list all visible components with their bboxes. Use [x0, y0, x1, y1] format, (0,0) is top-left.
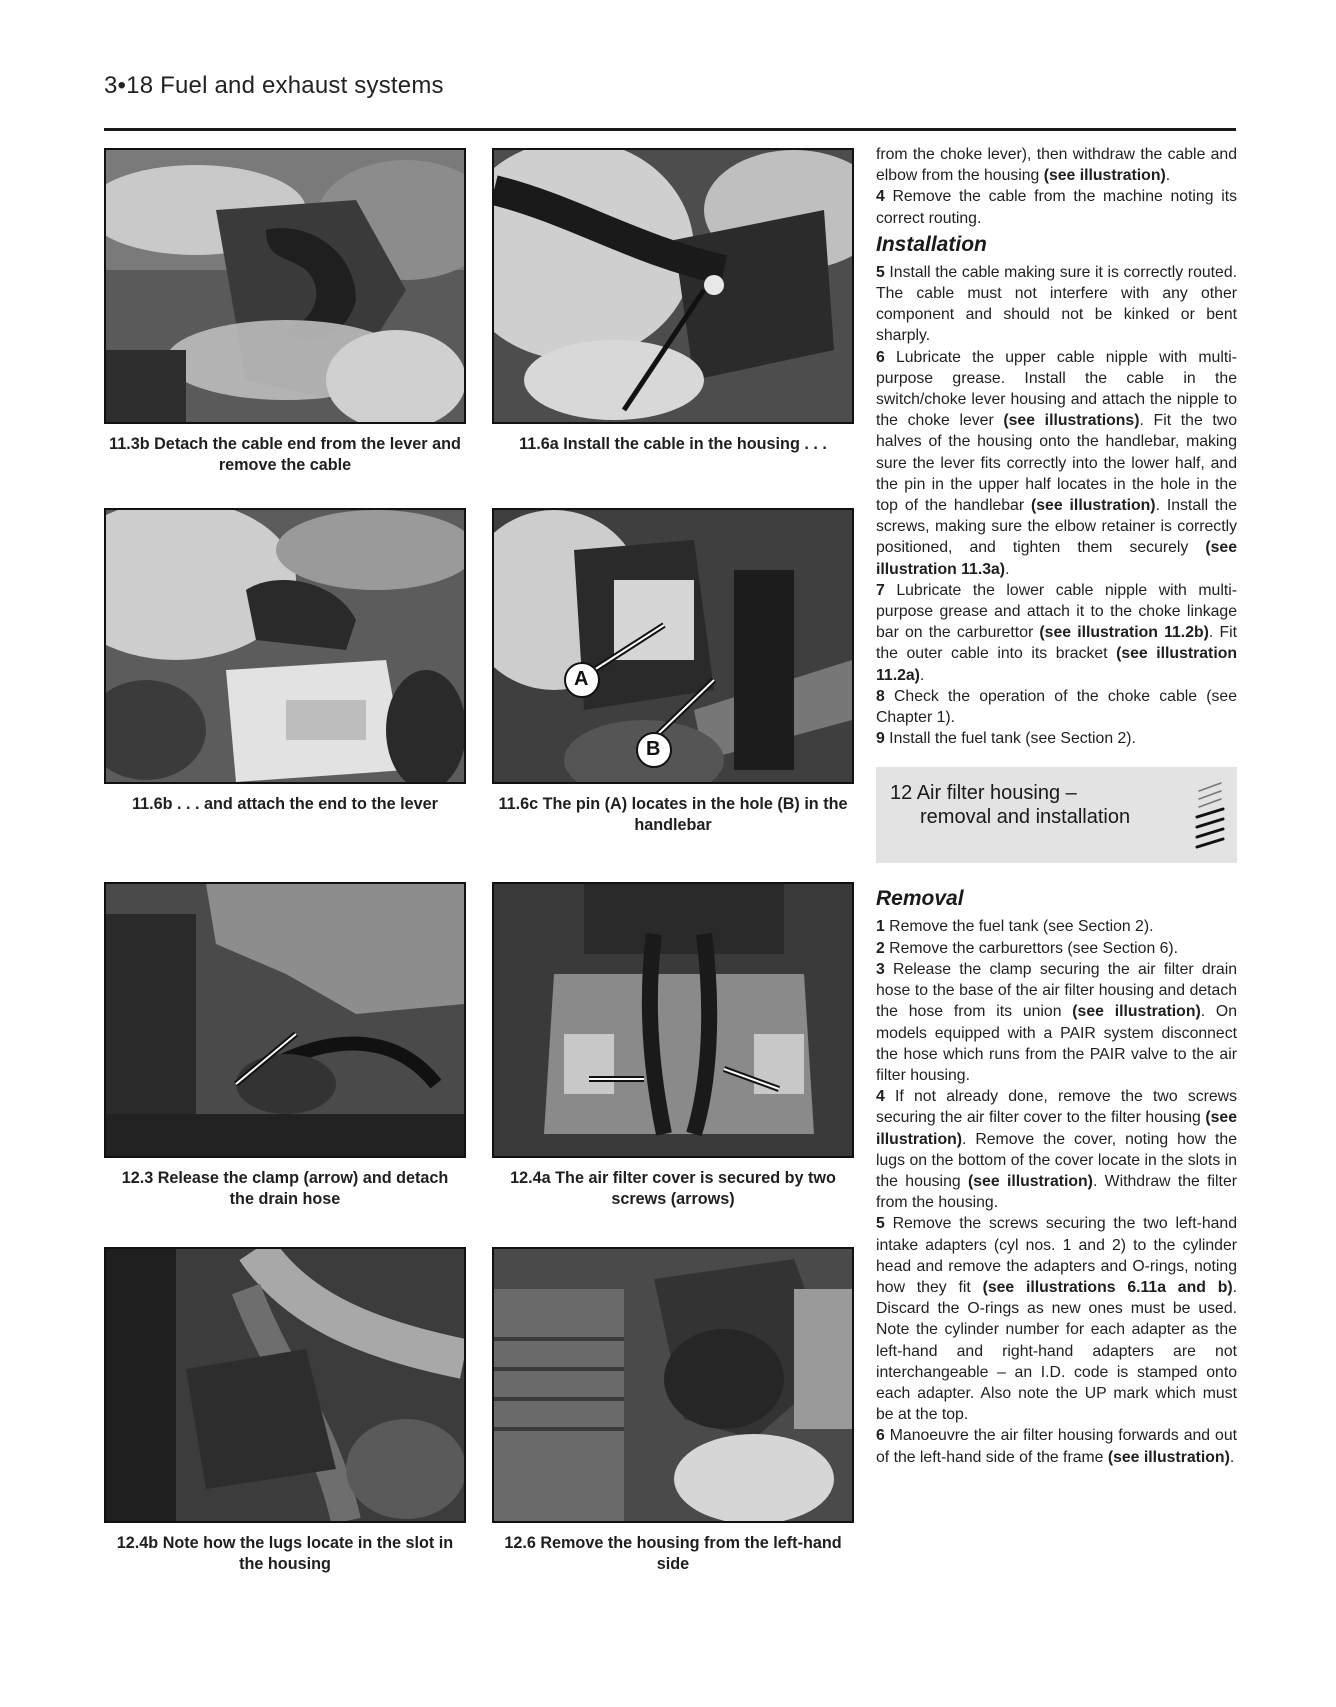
section-title-sub: removal and installation — [920, 806, 1131, 829]
para-r6: 6 Manoeuvre the air filter housing forwards and out of the left-hand side of the frame (see illustration). — [876, 1427, 1237, 1466]
para-r5: 5 Remove the screws securing the two left-hand intake adapters (cyl nos. 1 and 2) to the cylinder head and remove the adapters and O-rings, noting how they fit (see illustrations 6.11a and b). Discard the O-rings as new ones must be used. Note the cylinder number for each adapter as the left-hand and right-hand adapters are not interchangeable – an I.D. code is stamped onto each adapter. Also note the UP mark which must be at the top. — [876, 1215, 1237, 1424]
figure-11-3b — [104, 148, 466, 476]
photo-12-4b — [104, 1247, 466, 1523]
para-r3: 3 Release the clamp securing the air filter drain hose to the base of the air filter housing and detach the hose from its union (see illustration). On models equipped with a PAIR system disconnect the hose which runs from the PAIR valve to the air filter housing. — [876, 960, 1238, 1084]
para-r4: 4 If not already done, remove the two screws securing the air filter cover to the filter housing (see illustration). Remove the cover, noting how the lugs on the bottom of the cover locate in the slots in the housing (see illustration). Withdraw the filter from the housing. — [876, 1088, 1237, 1212]
para-4: 4 Remove the cable from the machine noting its correct routing. — [876, 188, 1237, 227]
para-r2: 2 Remove the carburettors (see Section 6). — [876, 939, 1179, 957]
installation-heading: Installation — [876, 232, 987, 256]
figure-12-6 — [492, 1247, 854, 1575]
photo-11-6b — [104, 508, 466, 784]
page-header: 3•18 Fuel and exhaust systems — [104, 72, 444, 99]
photo-11-3b — [104, 148, 466, 424]
section-title — [890, 781, 1130, 829]
section-12-box — [876, 767, 1237, 863]
spanner-rating-icon — [1193, 777, 1227, 853]
figure-11-6a — [492, 148, 854, 455]
caption-11-6a: 11.6a Install the cable in the housing . . . — [519, 435, 827, 453]
figure-11-6b — [104, 508, 466, 815]
figure-12-4a — [492, 882, 854, 1210]
section-title-main: 12 Air filter housing – — [890, 782, 1077, 805]
removal-heading: Removal — [876, 887, 964, 911]
photo-12-4a — [492, 882, 854, 1158]
figure-12-4b — [104, 1247, 466, 1575]
para-8: 8 Check the operation of the choke cable (see Chapter 1). — [876, 687, 1237, 727]
para-9: 9 Install the fuel tank (see Section 2). — [876, 730, 1136, 748]
header-rule — [104, 128, 1236, 131]
para-5: 5 Install the cable making sure it is correctly routed. The cable must not interfere with any other component and should not be kinked or bent sharply. — [876, 263, 1237, 345]
caption-12-6: 12.6 Remove the housing from the left-hand side — [504, 1534, 842, 1573]
para-6: 6 Lubricate the upper cable nipple with multi-purpose grease. Install the cable in the switch/choke lever housing and attach the nipple to the choke lever (see illustrations). Fit the two halves of the housing onto the handlebar, making sure the lever fits correctly into the lower half, and the pin in the upper half locates in the hole in the top of the handlebar (see illustration). Install the screws, making sure the elbow retainer is correctly positioned, and tighten them securely (see illustration 11.3a). — [876, 348, 1237, 578]
caption-12-3: 12.3 Release the clamp (arrow) and detach the drain hose — [121, 1169, 449, 1208]
photo-11-6a — [492, 148, 854, 424]
photo-11-6c — [492, 508, 854, 784]
figure-11-6c — [492, 508, 854, 836]
text-column — [876, 144, 1237, 1468]
caption-12-4a: 12.4a The air filter cover is secured by two screws (arrows) — [510, 1169, 836, 1208]
figure-12-3 — [104, 882, 466, 1210]
label-a: A — [574, 668, 589, 690]
caption-11-3b: 11.3b Detach the cable end from the lever and remove the cable — [109, 435, 461, 474]
caption-11-6c: 11.6c The pin (A) locates in the hole (B) in the handlebar — [498, 795, 848, 834]
para-intro: from the choke lever), then withdraw the cable and elbow from the housing (see illustration). — [876, 146, 1237, 185]
para-r1: 1 Remove the fuel tank (see Section 2). — [876, 918, 1154, 936]
caption-12-4b: 12.4b Note how the lugs locate in the slot in the housing — [116, 1534, 454, 1573]
photo-12-6 — [492, 1247, 854, 1523]
photo-12-3 — [104, 882, 466, 1158]
para-7: 7 Lubricate the lower cable nipple with multi-purpose grease and attach it to the choke linkage bar on the carburettor (see illustration 11.2b). Fit the outer cable into its bracket (see illustration 11.2a). — [876, 581, 1238, 684]
label-b: B — [646, 738, 661, 760]
caption-11-6b: 11.6b . . . and attach the end to the lever — [132, 795, 438, 813]
